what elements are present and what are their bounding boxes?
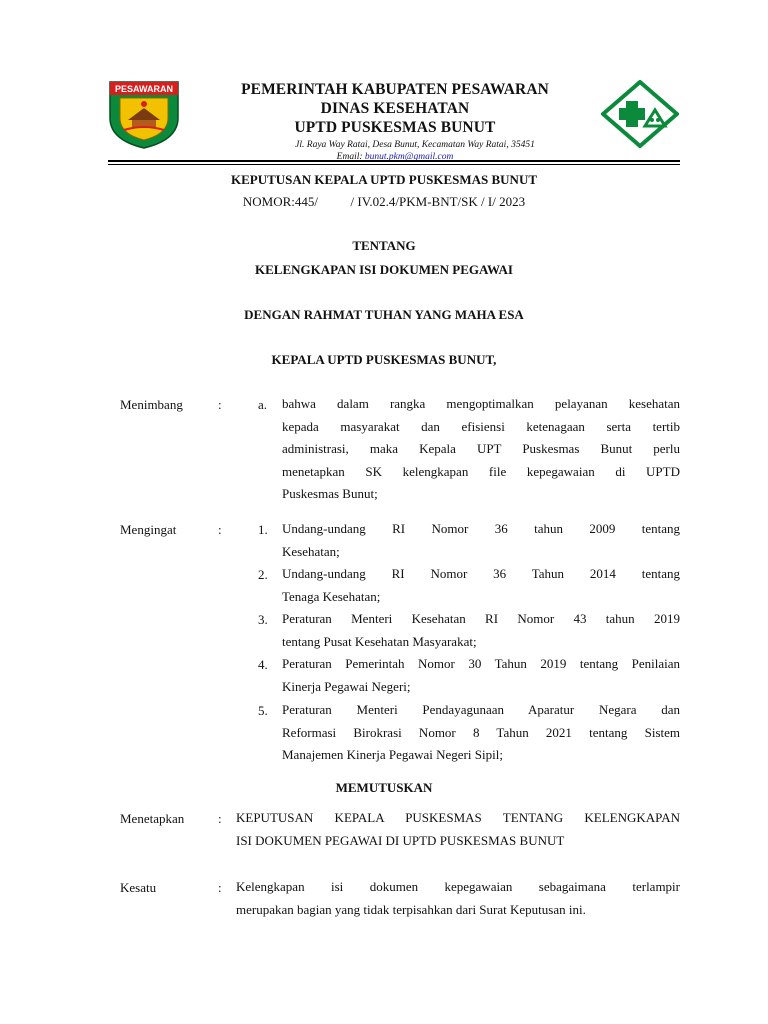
text-line: tentang Pusat Kesehatan Masyarakat; (282, 633, 477, 649)
text-line: Manajemen Kinerja Pegawai Negeri Sipil; (282, 747, 503, 762)
text-line: kepada masyarakat dan efisiensi ketenagaan serta tertib (282, 418, 680, 434)
blessing-heading: DENGAN RAHMAT TUHAN YANG MAHA ESA (244, 307, 524, 322)
text-line: Tenaga Kesehatan; (282, 588, 381, 604)
text-line: KEPUTUSAN KEPALA PUSKESMAS TENTANG KELENGKAPAN (236, 810, 680, 825)
text-line: merupakan bagian yang tidak terpisahkan dari Surat Keputusan ini. (236, 901, 586, 917)
text-line: ISI DOKUMEN PEGAWAI DI UPTD PUSKESMAS BUNUT (236, 832, 565, 848)
email-link[interactable]: bunut.pkm@gmail.com (364, 152, 454, 162)
menimbang-colon: : (218, 397, 222, 412)
list-number: 2. (258, 567, 268, 582)
kesatu-text (236, 876, 680, 921)
decree-subject: KELENGKAPAN ISI DOKUMEN PEGAWAI (255, 262, 513, 277)
text-line: Peraturan Pemerintah Nomor 30 Tahun 2019 tentang Penilaian (282, 656, 680, 671)
menetapkan-colon: : (218, 811, 222, 826)
text-line: administrasi, maka Kepala UPT Puskesmas Bunut perlu (282, 441, 680, 456)
list-text (282, 563, 680, 608)
text-line: menetapkan SK kelengkapan file kepegawaian di UPTD (282, 463, 680, 479)
decree-number: NOMOR:445/ / IV.02.4/PKM-BNT/SK / I/ 2023 (242, 194, 526, 209)
text-line: Undang-undang RI Nomor 36 Tahun 2014 tentang (282, 566, 680, 581)
kesatu-colon: : (218, 880, 222, 895)
list-number: 3. (258, 612, 268, 627)
emblem-text: PESAWARAN (114, 84, 174, 94)
text-line: Undang-undang RI Nomor 36 tahun 2009 tentang (282, 521, 680, 536)
menetapkan-label: Menetapkan (120, 811, 185, 826)
kesatu-label: Kesatu (120, 880, 157, 895)
text-line: Kesehatan; (282, 543, 340, 559)
puskesmas-logo-icon (601, 80, 679, 148)
list-number: 4. (258, 657, 268, 672)
list-text (282, 518, 680, 563)
letterhead-line-3: UPTD PUSKESMAS BUNUT (294, 119, 496, 136)
about-heading: TENTANG (352, 238, 416, 253)
letterhead-rule-thick (108, 160, 680, 162)
list-number: 1. (258, 522, 268, 537)
mengingat-colon: : (218, 522, 222, 537)
memutuskan-heading: MEMUTUSKAN (335, 780, 433, 795)
email-label: Email: (336, 152, 363, 162)
text-line: bahwa dalam rangka mengoptimalkan pelayanan kesehatan (282, 396, 680, 411)
letterhead-line-2: DINAS KESEHATAN (320, 100, 470, 117)
text-line: Peraturan Menteri Pendayagunaan Aparatur Negara dan (282, 702, 680, 717)
mengingat-label: Mengingat (120, 522, 177, 537)
list-text (282, 699, 680, 767)
menetapkan-text (236, 807, 680, 852)
list-text (282, 653, 680, 698)
list-text (282, 393, 680, 506)
text-line: Kinerja Pegawai Negeri; (282, 678, 411, 694)
text-line: Peraturan Menteri Kesehatan RI Nomor 43 tahun 2019 (282, 611, 680, 626)
text-line: Puskesmas Bunut; (282, 486, 378, 501)
list-number: 5. (258, 703, 268, 718)
head-heading: KEPALA UPTD PUSKESMAS BUNUT, (271, 352, 497, 367)
text-line: Kelengkapan isi dokumen kepegawaian sebagaimana terlampir (236, 879, 680, 894)
letterhead-address: Jl. Raya Way Ratai, Desa Bunut, Kecamatan Way Ratai, 35451 (295, 140, 535, 150)
letterhead-rule-thin (108, 164, 680, 165)
menimbang-label: Menimbang (120, 397, 183, 412)
list-text (282, 608, 680, 653)
decree-title: KEPUTUSAN KEPALA UPTD PUSKESMAS BUNUT (230, 172, 538, 187)
pesawaran-emblem-icon (106, 78, 182, 150)
letterhead (180, 80, 610, 163)
text-line: Reformasi Birokrasi Nomor 8 Tahun 2021 tentang Sistem (282, 724, 680, 740)
letterhead-line-1: PEMERINTAH KABUPATEN PESAWARAN (241, 81, 549, 98)
list-number: a. (258, 397, 268, 412)
